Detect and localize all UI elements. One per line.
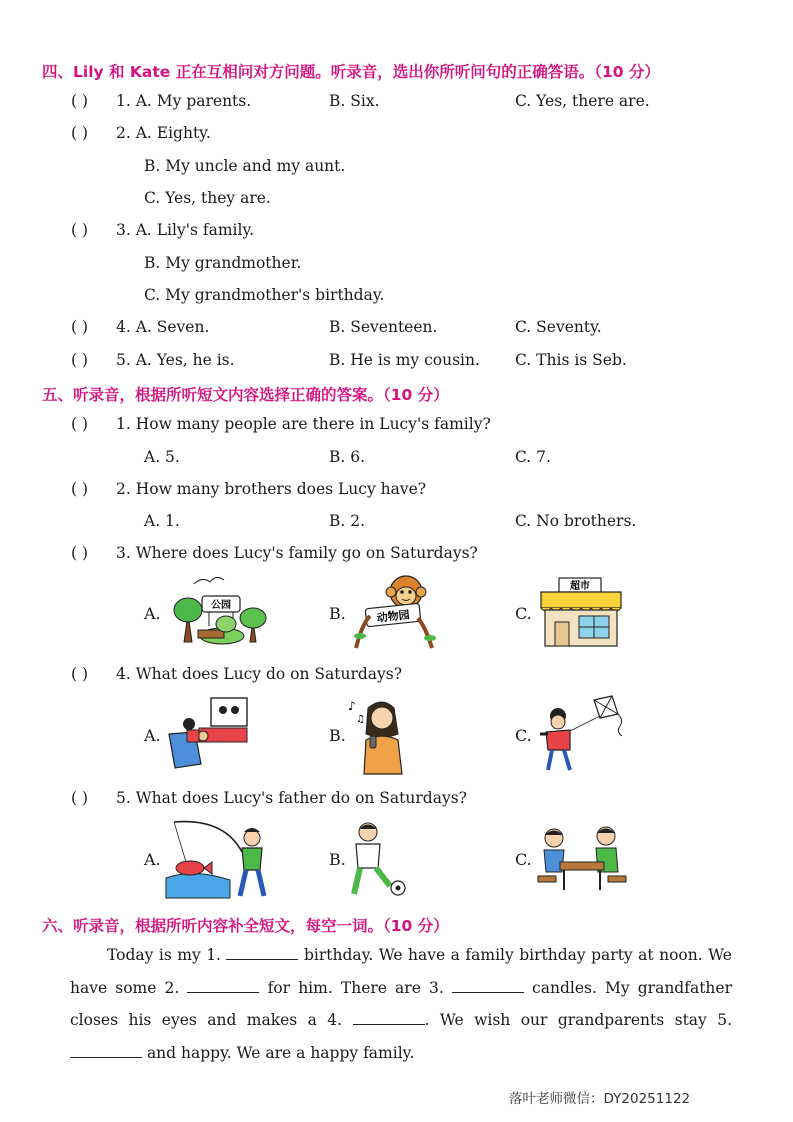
section5-title: 五、听录音，根据所听短文内容选择正确的答案。（10 分） [42, 386, 449, 404]
s4-q3-option-a: 3. A. Lily's family. [116, 221, 255, 239]
fish-icon [176, 861, 212, 875]
answer-bracket[interactable]: ( ) [71, 351, 89, 369]
answer-bracket[interactable]: ( ) [71, 544, 89, 562]
section6-title: 六、听录音，根据所听内容补全短文，每空一词。（10 分） [42, 917, 449, 935]
fishing-rod-icon [174, 822, 242, 852]
watching-tv-image [165, 694, 253, 774]
s5-q4-option-a: A. [144, 726, 161, 745]
s5-q4-option-c: C. [515, 726, 532, 745]
s5-q2-option-c: C. No brothers. [515, 512, 637, 530]
s4-q1-option-a: 1. A. My parents. [116, 92, 252, 110]
music-note-icon: ♫ [356, 714, 365, 725]
zoo-image [348, 572, 440, 650]
s4-q5-option-a: 5. A. Yes, he is. [116, 351, 235, 369]
s5-q5-option-c: C. [515, 850, 532, 869]
zoo-sign-text: 动物园 [376, 608, 411, 625]
s4-q3-option-b: B. My grandmother. [144, 254, 302, 272]
s4-q1-option-b: B. Six. [329, 92, 380, 110]
s4-q5-option-c: C. This is Seb. [515, 351, 627, 369]
answer-bracket[interactable]: ( ) [71, 415, 89, 433]
s5-q3-option-a: A. [144, 604, 161, 623]
s5-q5-option-b: B. [329, 850, 346, 869]
answer-bracket[interactable]: ( ) [71, 221, 89, 239]
s4-q5-option-b: B. He is my cousin. [329, 351, 480, 369]
supermarket-sign-text: 超市 [570, 581, 590, 592]
answer-bracket[interactable]: ( ) [71, 92, 89, 110]
s5-q4-option-b: B. [329, 726, 346, 745]
s4-q4-option-a: 4. A. Seven. [116, 318, 210, 336]
passage-text: for him. There are 3. [267, 978, 444, 997]
section4-title: 四、Lily 和 Kate 正在互相问对方问题。听录音，选出你所听问句的正确答语。（10 分） [42, 63, 660, 81]
supermarket-image [535, 576, 627, 648]
s4-q2-option-c: C. Yes, they are. [144, 189, 271, 207]
s4-q4-option-c: C. Seventy. [515, 318, 602, 336]
s5-q2-question: 2. How many brothers does Lucy have? [116, 480, 427, 498]
answer-bracket[interactable]: ( ) [71, 124, 89, 142]
s5-q1-option-c: C. 7. [515, 448, 551, 466]
kite-icon [594, 696, 622, 736]
playing-football-image [348, 820, 410, 900]
s5-q2-option-b: B. 2. [329, 512, 366, 530]
s4-q4-option-b: B. Seventeen. [329, 318, 438, 336]
blank-2[interactable] [187, 978, 259, 993]
music-note-icon: ♪ [348, 699, 356, 713]
chessboard-icon [560, 862, 604, 870]
s5-q1-option-a: A. 5. [144, 448, 180, 466]
s4-q2-option-a: 2. A. Eighty. [116, 124, 211, 142]
s5-q3-option-b: B. [329, 604, 346, 623]
passage-text: and happy. We are a happy family. [146, 1043, 415, 1062]
park-image [164, 574, 274, 646]
s5-q3-option-c: C. [515, 604, 532, 623]
park-sign-text: 公园 [211, 600, 231, 611]
s5-q5-option-a: A. [144, 850, 161, 869]
blank-5[interactable] [70, 1043, 142, 1058]
passage-text: . We wish our grandparents stay 5. [424, 1011, 733, 1029]
answer-bracket[interactable]: ( ) [71, 789, 89, 807]
playing-chess-image [534, 822, 630, 894]
blank-3[interactable] [452, 978, 524, 993]
s5-q5-question: 5. What does Lucy's father do on Saturdays? [116, 789, 467, 807]
s5-q1-question: 1. How many people are there in Lucy's family? [116, 415, 491, 433]
s5-q4-question: 4. What does Lucy do on Saturdays? [116, 665, 403, 683]
cloze-passage [70, 939, 732, 1069]
passage-text: birthday. We have a family birthday party at noon. We have some 2. [70, 946, 732, 997]
microphone-icon [370, 736, 376, 748]
s4-q2-option-b: B. My uncle and my aunt. [144, 157, 346, 175]
footer-contact: 落叶老师微信：DY20251122 [509, 1091, 691, 1107]
s4-q1-option-c: C. Yes, there are. [515, 92, 650, 110]
s5-q2-option-a: A. 1. [144, 512, 180, 530]
monkey-icon [386, 576, 426, 608]
answer-bracket[interactable]: ( ) [71, 480, 89, 498]
s5-q3-question: 3. Where does Lucy's family go on Saturdays? [116, 544, 478, 562]
passage-text: Today is my 1. [107, 946, 221, 964]
flying-kite-image [536, 694, 632, 774]
singing-image [346, 696, 408, 776]
fishing-image [164, 818, 272, 900]
answer-bracket[interactable]: ( ) [71, 665, 89, 683]
blank-1[interactable] [226, 945, 298, 960]
s4-q3-option-c: C. My grandmother's birthday. [144, 286, 385, 304]
tv-icon [211, 698, 247, 726]
blank-4[interactable] [353, 1010, 425, 1025]
answer-bracket[interactable]: ( ) [71, 318, 89, 336]
passage-text: candles. My grandfather closes his eyes and makes a 4. [70, 978, 732, 1029]
s5-q1-option-b: B. 6. [329, 448, 366, 466]
